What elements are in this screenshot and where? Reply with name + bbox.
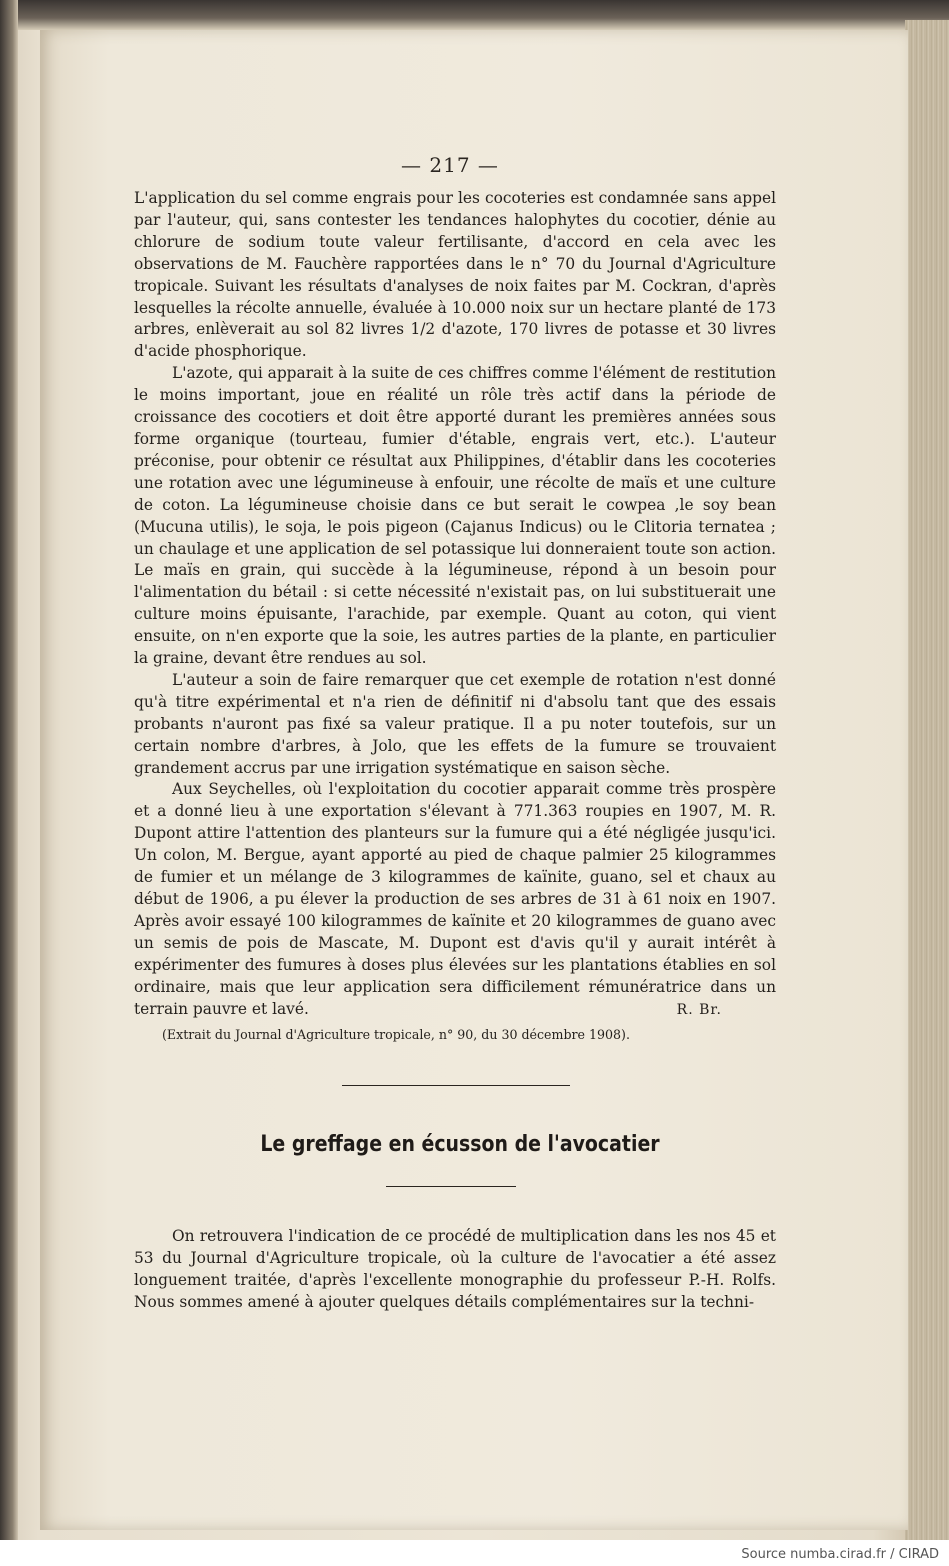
paragraph-2: L'azote, qui apparait à la suite de ces chiffres comme l'élément de restitution le moins important, joue en réalité un rôle très actif dans la période de croissance des cocotiers et doit être apporté durant les premières années sous forme organique (tourteau, fumier d'étable, engrais vert, etc.). L'auteur préconise, pour obtenir ce résultat aux Philippines, d'établir dans les cocoteries une rotation avec une légumineuse à enfouir, une récolte de maïs et une culture de coton. La légumineuse choisie dans ce but serait le cowpea ,le soy bean (Mucuna utilis), le soja, le pois pigeon (Cajanus Indicus) ou le Clitoria ternatea ; un chaulage et une application de sel potassique lui donneraient toute son action. Le maïs en grain, qui succède à la légumineuse, répond à un besoin pour l'alimentation du bétail : si cette nécessité n'existait pas, on lui substituerait une culture moins épuisante, l'arachide, par exemple. Quant au coton, qui vient ensuite, on n'en exporte que la soie, les autres parties de la plante, en particulier la graine, devant être rendues au sol. — [134, 364, 776, 668]
section-paragraph-1: On retrouvera l'indication de ce procédé de multiplication dans les nos 45 et 53 du Journal d'Agriculture tropicale, où la culture de l'avocatier a été assez longuement traitée, d'après l'excellente monographie du professeur P.-H. Rolfs. Nous sommes amené à ajouter quelques détails complémentaires sur la techni- — [134, 1227, 776, 1311]
paragraph-1: L'application du sel comme engrais pour les cocoteries est condamnée sans appel par l'auteur, qui, sans contester les tendances halophytes du cocotier, dénie au chlorure de sodium toute valeur fertilisante, d'accord en cela avec les observations de M. Fauchère rapportées dans le n° 70 du Journal d'Agriculture tropicale. Suivant les résultats d'analyses de noix faites par M. Cockran, d'après lesquelles la récolte annuelle, évaluée à 10.000 noix sur un hectare planté de 173 arbres, enlèverait au sol 82 livres 1/2 d'azote, 170 livres de potasse et 30 livres d'acide phosphorique. — [134, 189, 776, 361]
title-underline — [386, 1186, 516, 1187]
book-spine-edge — [0, 0, 18, 1540]
source-credit: Source numba.cirad.fr / CIRAD — [741, 1547, 939, 1562]
section-title: Le greffage en écusson de l'avocatier — [260, 1132, 660, 1157]
section-divider — [342, 1085, 570, 1086]
page-number: — 217 — — [401, 153, 499, 177]
article-body — [134, 188, 776, 1020]
source-citation: (Extrait du Journal d'Agriculture tropicale, n° 90, du 30 décembre 1908). — [162, 1027, 630, 1042]
page-edges-stack — [905, 20, 949, 1540]
section-body — [134, 1226, 776, 1314]
author-signature: R. Br. — [676, 1002, 722, 1018]
paragraph-3: L'auteur a soin de faire remarquer que cet exemple de rotation n'est donné qu'à titre expérimental et n'a rien de définitif ni d'absolu tant que des essais probants n'auront pas fixé sa valeur pratique. Il a pu noter toutefois, sur un certain nombre d'arbres, à Jolo, que les effets de la fumure se trouvaient grandement accrus par une irrigation systématique en saison sèche. — [134, 670, 776, 777]
book-cover-top-edge — [0, 0, 949, 30]
paragraph-4: Aux Seychelles, où l'exploitation du cocotier apparait comme très prospère et a donné lieu à une exportation s'élevant à 771.363 roupies en 1907, M. R. Dupont attire l'attention des planteurs sur la fumure qui a été négligée jusqu'ici. Un colon, M. Bergue, ayant apporté au pied de chaque palmier 25 kilogrammes de fumier et un mélange de 3 kilogrammes de kaïnite, guano, sel et chaux au début de 1906, a pu élever la production de ses arbres de 31 à 61 noix en 1907. Après avoir essayé 100 kilogrammes de kaïnite et 20 kilogrammes de guano avec un semis de pois de Mascate, M. Dupont est d'avis qu'il y aurait intérêt à expérimenter des fumures à doses plus élevées sur les plantations établies en sol ordinaire, mais que leur application sera difficilement rémunératrice dans un terrain pauvre et lavé. — [134, 780, 776, 1018]
